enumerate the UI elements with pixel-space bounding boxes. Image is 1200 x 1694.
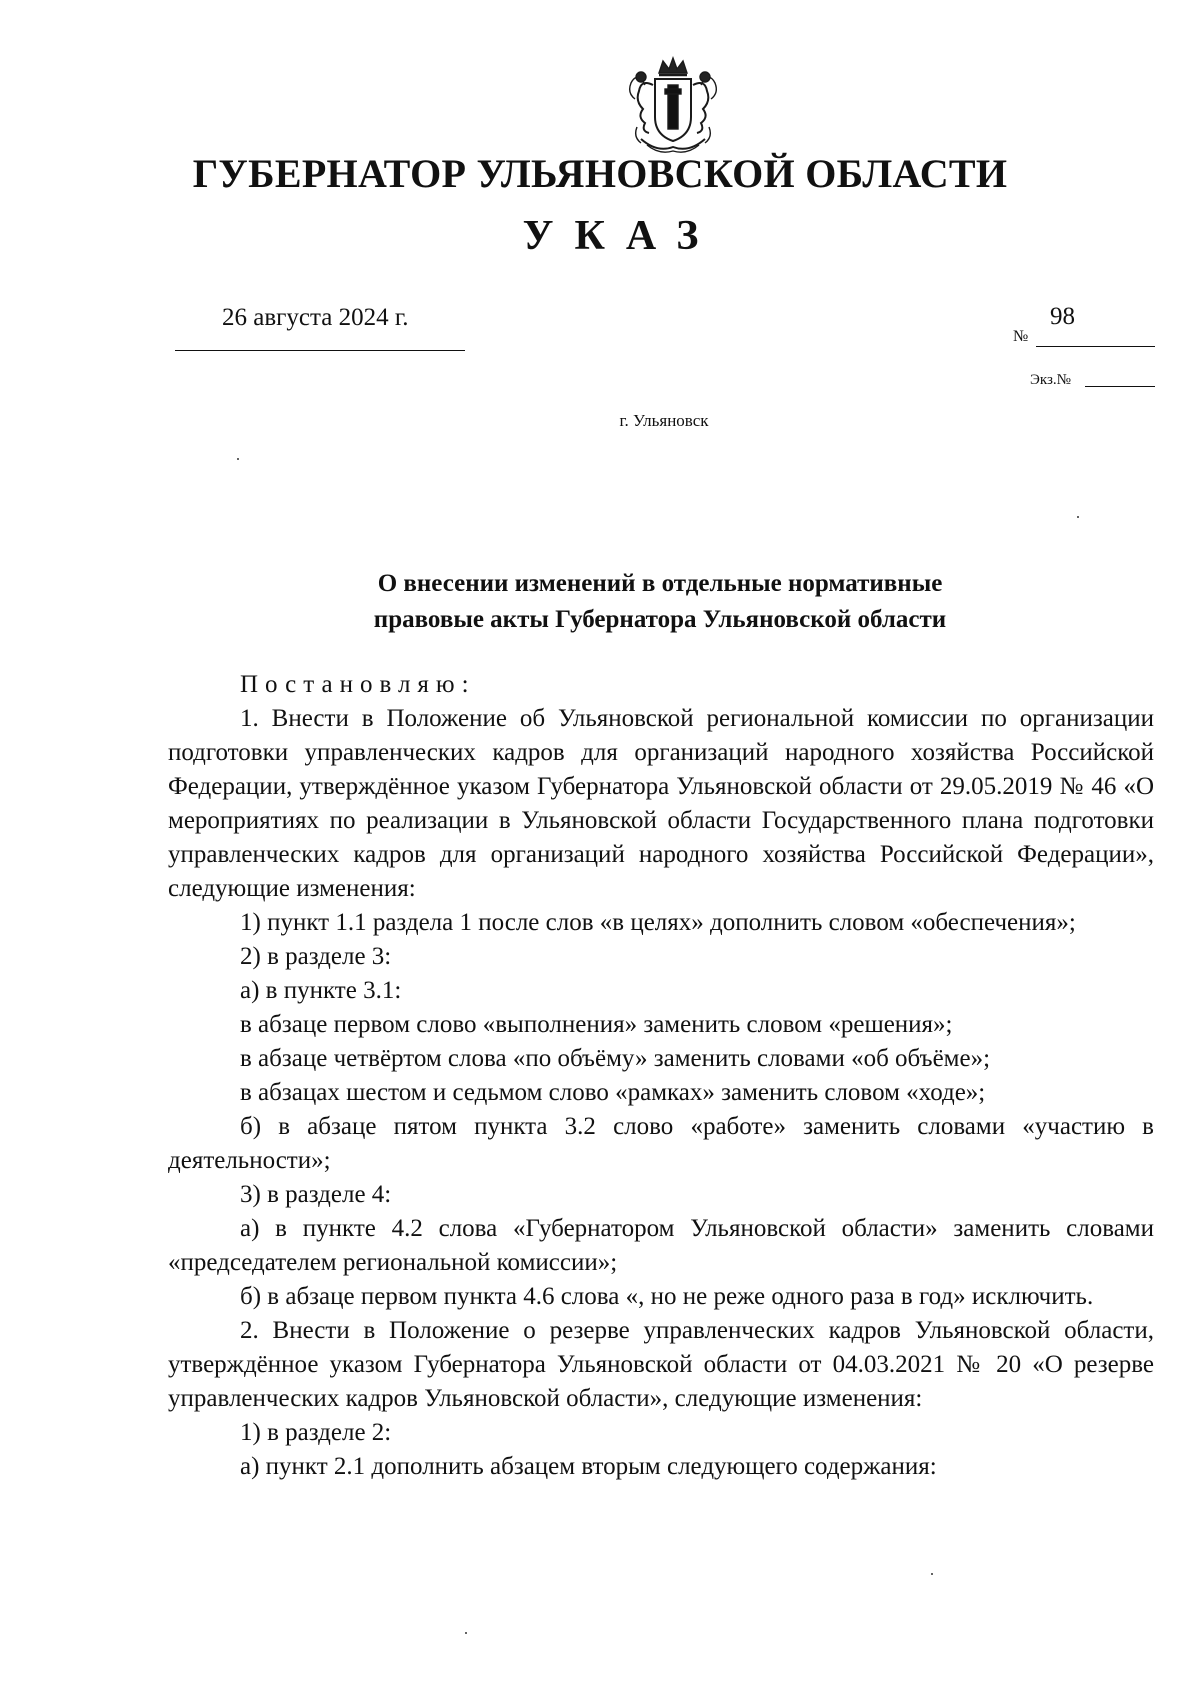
decree-number: 98 xyxy=(1050,303,1075,330)
paragraph: 1) в разделе 2: xyxy=(240,1419,392,1446)
paragraph: 1) пункт 1.1 раздела 1 после слов «в целях» дополнить словом «обеспечения»; xyxy=(240,909,1076,936)
document-type: УКАЗ xyxy=(522,213,720,259)
scan-speck xyxy=(931,1573,933,1575)
number-label: № xyxy=(1013,328,1029,345)
paragraph: в абзацах шестом и седьмом слово «рамках» заменить словом «ходе»; xyxy=(240,1079,986,1106)
date-underline xyxy=(175,350,465,351)
paragraph-preamble: Постановляю: xyxy=(240,671,476,698)
scan-speck xyxy=(1077,516,1079,518)
paragraph: а) в пункте 4.2 слова «Губернатором Ульяновской области» заменить словами «председателем региональной комиссии»; xyxy=(168,1215,1154,1276)
copy-number-underline xyxy=(1085,386,1155,387)
decree-body xyxy=(168,668,1154,1484)
paragraph: 2) в разделе 3: xyxy=(240,943,392,970)
city: г. Ульяновск xyxy=(619,411,709,430)
decree-title-line-2: правовые акты Губернатора Ульяновской области xyxy=(373,606,947,633)
decree-date: 26 августа 2024 г. xyxy=(222,304,409,331)
scan-speck xyxy=(465,1632,467,1634)
paragraph: в абзаце первом слово «выполнения» заменить словом «решения»; xyxy=(240,1011,953,1038)
number-underline xyxy=(1036,346,1155,347)
paragraph: 1. Внести в Положение об Ульяновской региональной комиссии по организации подготовки управленческих кадров для организаций народного хозяйства Российской Федерации, утверждённое указом Губернатора Ульяновской области от 29.05.2019 № 46 «О мероприятиях по реализации в Ульяновской области Государственного плана подготовки управленческих кадров для организаций народного хозяйства Российской Федерации», следующие изменения: xyxy=(168,705,1154,902)
paragraph: б) в абзаце пятом пункта 3.2 слово «работе» заменить словами «участию в деятельности»; xyxy=(168,1113,1154,1174)
paragraph: 2. Внести в Положение о резерве управленческих кадров Ульяновской области, утверждённое указом Губернатора Ульяновской области от 04.03.2021 № 20 «О резерве управленческих кадров Ульяновской области», следующие изменения: xyxy=(168,1317,1154,1412)
paragraph: а) в пункте 3.1: xyxy=(240,977,402,1004)
decree-title-line-1: О внесении изменений в отдельные нормативные xyxy=(377,570,943,597)
decree-title xyxy=(0,566,1200,638)
copy-number-label: Экз.№ xyxy=(1030,372,1071,388)
issuer-title: ГУБЕРНАТОР УЛЬЯНОВСКОЙ ОБЛАСТИ xyxy=(192,151,1008,196)
paragraph: а) пункт 2.1 дополнить абзацем вторым следующего содержания: xyxy=(240,1453,937,1480)
paragraph: в абзаце четвёртом слова «по объёму» заменить словами «об объёме»; xyxy=(240,1045,991,1072)
scan-speck xyxy=(237,458,239,460)
paragraph: б) в абзаце первом пункта 4.6 слова «, но не реже одного раза в год» исключить. xyxy=(240,1283,1094,1310)
paragraph: 3) в разделе 4: xyxy=(240,1181,392,1208)
coat-of-arms-emblem xyxy=(619,55,727,157)
